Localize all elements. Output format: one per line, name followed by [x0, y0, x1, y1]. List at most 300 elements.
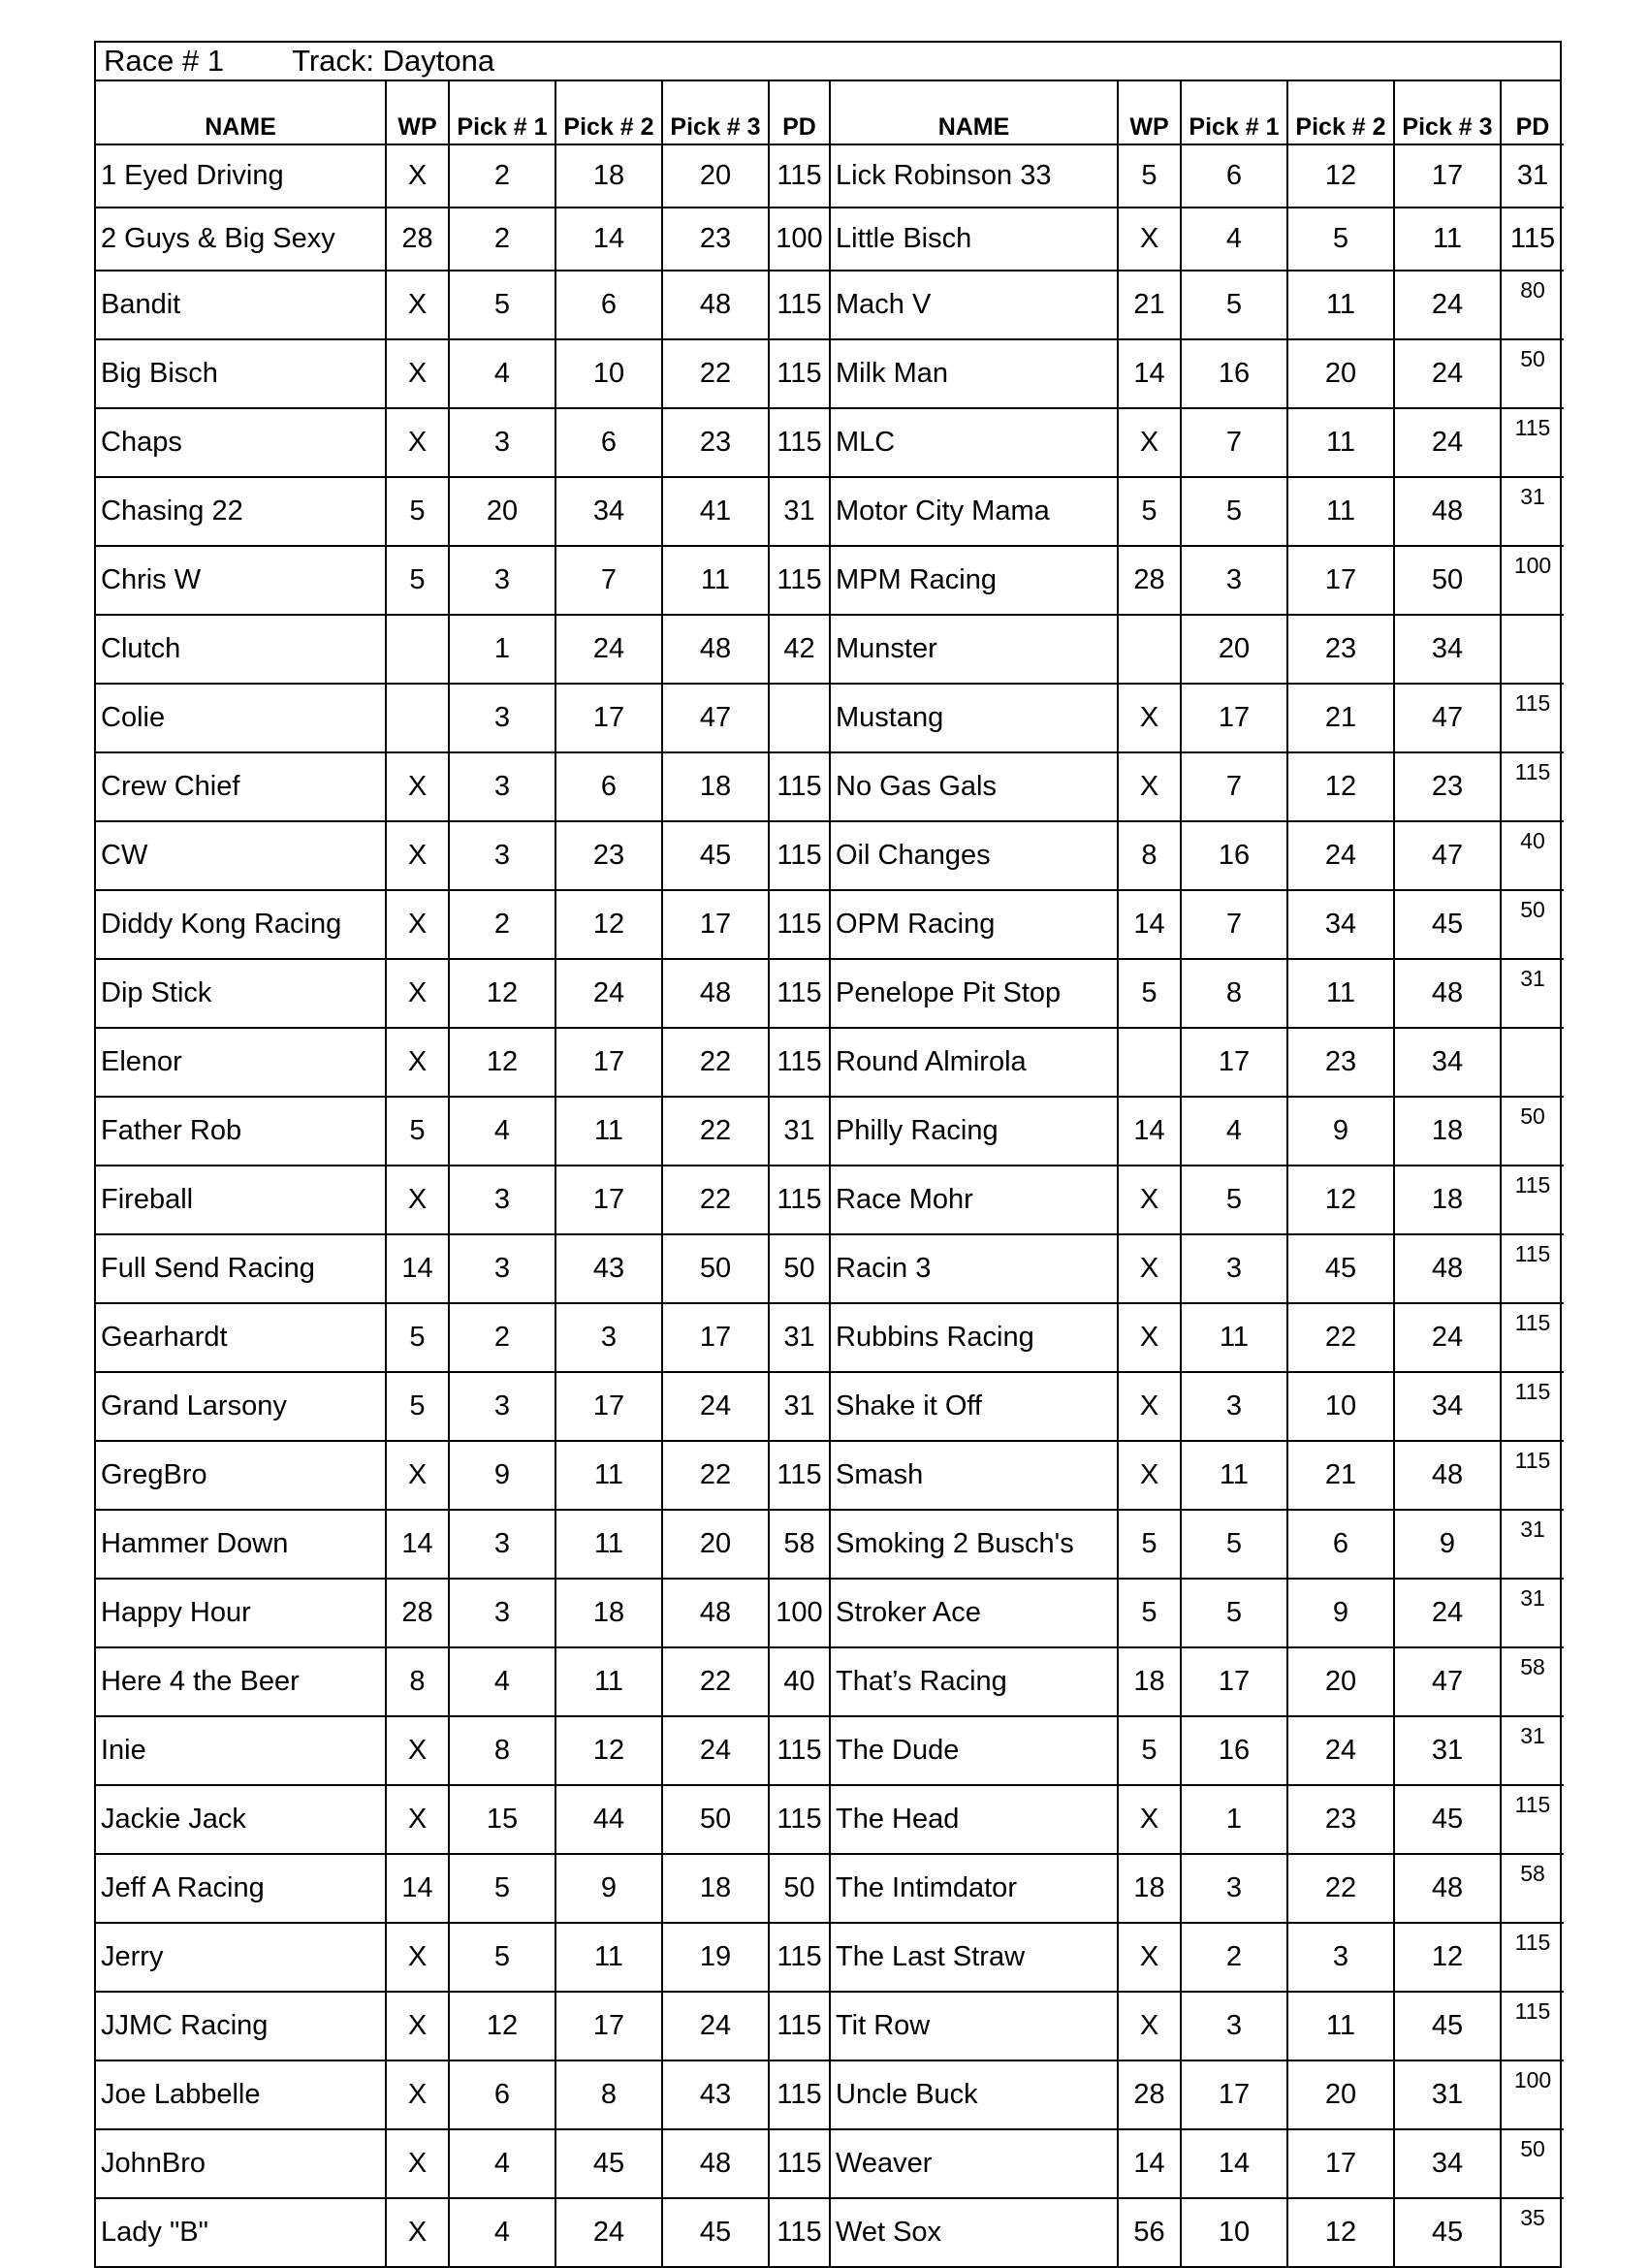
left-name-cell: Jackie Jack [96, 1785, 386, 1854]
left-pick-1-cell: 20 [449, 477, 555, 546]
left-wp-cell: X [386, 959, 449, 1028]
right-pick-1-cell: 8 [1181, 959, 1287, 1028]
left-pd-cell: 115 [769, 890, 830, 959]
left-pick-3-cell: 45 [662, 2198, 769, 2266]
left-pick-3-cell: 41 [662, 477, 769, 546]
left-wp-cell: X [386, 1923, 449, 1992]
left-pick-1-cell: 3 [449, 752, 555, 821]
left-pick-3-cell: 24 [662, 1992, 769, 2060]
left-name-cell: Chasing 22 [96, 477, 386, 546]
table-row [96, 2198, 1564, 2266]
right-pick-2-cell: 20 [1287, 339, 1394, 408]
right-pick-1-cell: 5 [1181, 1166, 1287, 1234]
left-pick-1-cell: 12 [449, 1028, 555, 1097]
left-pick-2-cell: 9 [555, 1854, 662, 1923]
left-pick-1-cell: 5 [449, 271, 555, 339]
left-pick-3-cell: 22 [662, 1441, 769, 1510]
table-row [96, 821, 1564, 890]
right-name-cell: Mach V [830, 271, 1118, 339]
right-wp-cell: X [1118, 1785, 1181, 1854]
right-name-cell: Penelope Pit Stop [830, 959, 1118, 1028]
right-pick-1-cell: 16 [1181, 1716, 1287, 1785]
left-wp-cell: 5 [386, 546, 449, 615]
left-pd-cell: 115 [769, 2198, 830, 2266]
table-row [96, 208, 1564, 271]
right-pick-2-cell: 6 [1287, 1510, 1394, 1579]
left-pick-2-cell: 8 [555, 2060, 662, 2129]
right-pd-cell: 80 [1501, 271, 1564, 339]
right-wp-cell: 5 [1118, 1510, 1181, 1579]
left-pick-3-cell: 20 [662, 144, 769, 208]
left-wp-cell: 5 [386, 1372, 449, 1441]
left-pd-cell: 115 [769, 1716, 830, 1785]
left-wp-cell: X [386, 1028, 449, 1097]
left-pick-2-cell: 17 [555, 1028, 662, 1097]
table-row [96, 477, 1564, 546]
left-pick-1-cell: 6 [449, 2060, 555, 2129]
left-pd-cell: 115 [769, 339, 830, 408]
right-pick-3-cell: 48 [1394, 477, 1501, 546]
left-pd-cell: 100 [769, 208, 830, 271]
left-pick-2-cell: 11 [555, 1510, 662, 1579]
table-row [96, 1234, 1564, 1303]
right-wp-cell: 18 [1118, 1854, 1181, 1923]
right-name-cell: MPM Racing [830, 546, 1118, 615]
left-pick-3-cell: 22 [662, 339, 769, 408]
table-body [96, 144, 1564, 2266]
column-header-right-pick-2: Pick # 2 [1287, 81, 1394, 144]
left-pd-cell [769, 684, 830, 752]
right-pick-3-cell: 48 [1394, 1441, 1501, 1510]
right-name-cell: Round Almirola [830, 1028, 1118, 1097]
right-pd-cell: 115 [1501, 1303, 1564, 1372]
right-pick-1-cell: 3 [1181, 1372, 1287, 1441]
table-row [96, 1854, 1564, 1923]
right-name-cell: The Dude [830, 1716, 1118, 1785]
right-pick-2-cell: 11 [1287, 959, 1394, 1028]
left-pick-1-cell: 2 [449, 890, 555, 959]
sheet-title [96, 43, 1560, 81]
left-pick-1-cell: 9 [449, 1441, 555, 1510]
left-pick-3-cell: 22 [662, 1166, 769, 1234]
table-row [96, 408, 1564, 477]
table-row [96, 1441, 1564, 1510]
left-pick-2-cell: 11 [555, 1647, 662, 1716]
left-pick-1-cell: 4 [449, 2129, 555, 2198]
left-pick-3-cell: 45 [662, 821, 769, 890]
left-pick-2-cell: 44 [555, 1785, 662, 1854]
right-wp-cell: X [1118, 208, 1181, 271]
right-pick-2-cell: 22 [1287, 1854, 1394, 1923]
left-name-cell: 1 Eyed Driving [96, 144, 386, 208]
right-pick-3-cell: 34 [1394, 2129, 1501, 2198]
column-header-left-name: NAME [96, 81, 386, 144]
left-wp-cell: X [386, 821, 449, 890]
left-pick-2-cell: 17 [555, 684, 662, 752]
right-pick-3-cell: 48 [1394, 959, 1501, 1028]
left-pick-1-cell: 2 [449, 208, 555, 271]
right-name-cell: Smoking 2 Busch's [830, 1510, 1118, 1579]
left-name-cell: Jerry [96, 1923, 386, 1992]
track-name: Track: Daytona [292, 44, 495, 78]
left-pick-1-cell: 8 [449, 1716, 555, 1785]
left-pick-3-cell: 23 [662, 208, 769, 271]
left-wp-cell: X [386, 1992, 449, 2060]
left-pd-cell: 100 [769, 1579, 830, 1647]
right-wp-cell: X [1118, 1923, 1181, 1992]
left-pd-cell: 115 [769, 1785, 830, 1854]
table-row [96, 339, 1564, 408]
left-pick-1-cell: 2 [449, 144, 555, 208]
column-header-left-pick-1: Pick # 1 [449, 81, 555, 144]
left-name-cell: JohnBro [96, 2129, 386, 2198]
left-wp-cell: X [386, 890, 449, 959]
left-name-cell: Full Send Racing [96, 1234, 386, 1303]
right-pick-1-cell: 7 [1181, 890, 1287, 959]
left-pick-1-cell: 4 [449, 1647, 555, 1716]
right-pick-3-cell: 34 [1394, 615, 1501, 684]
left-pick-3-cell: 23 [662, 408, 769, 477]
right-name-cell: Philly Racing [830, 1097, 1118, 1166]
right-name-cell: That’s Racing [830, 1647, 1118, 1716]
left-wp-cell: X [386, 1785, 449, 1854]
right-name-cell: Lick Robinson 33 [830, 144, 1118, 208]
right-pick-1-cell: 14 [1181, 2129, 1287, 2198]
left-pick-3-cell: 48 [662, 959, 769, 1028]
right-pick-1-cell: 4 [1181, 208, 1287, 271]
right-name-cell: Mustang [830, 684, 1118, 752]
left-pick-1-cell: 3 [449, 546, 555, 615]
left-name-cell: Joe Labbelle [96, 2060, 386, 2129]
right-pick-1-cell: 5 [1181, 1579, 1287, 1647]
table-row [96, 1372, 1564, 1441]
right-pick-3-cell: 45 [1394, 2198, 1501, 2266]
right-pick-2-cell: 45 [1287, 1234, 1394, 1303]
right-pd-cell: 50 [1501, 339, 1564, 408]
table-row [96, 271, 1564, 339]
right-pick-2-cell: 12 [1287, 1166, 1394, 1234]
column-header-right-wp: WP [1118, 81, 1181, 144]
table-row [96, 144, 1564, 208]
left-pick-2-cell: 24 [555, 615, 662, 684]
left-pick-3-cell: 48 [662, 615, 769, 684]
left-pick-2-cell: 18 [555, 1579, 662, 1647]
right-pd-cell: 31 [1501, 144, 1564, 208]
left-pick-2-cell: 12 [555, 890, 662, 959]
column-header-left-pick-2: Pick # 2 [555, 81, 662, 144]
left-pick-2-cell: 3 [555, 1303, 662, 1372]
left-pick-3-cell: 50 [662, 1234, 769, 1303]
right-pick-3-cell: 47 [1394, 1647, 1501, 1716]
right-pick-3-cell: 24 [1394, 1579, 1501, 1647]
right-pick-3-cell: 11 [1394, 208, 1501, 271]
right-pick-1-cell: 6 [1181, 144, 1287, 208]
right-wp-cell: 28 [1118, 2060, 1181, 2129]
right-pick-3-cell: 45 [1394, 1992, 1501, 2060]
left-pick-3-cell: 48 [662, 2129, 769, 2198]
left-pick-1-cell: 3 [449, 408, 555, 477]
right-pick-2-cell: 11 [1287, 1992, 1394, 2060]
left-pick-2-cell: 24 [555, 959, 662, 1028]
right-pick-3-cell: 47 [1394, 821, 1501, 890]
left-pick-1-cell: 3 [449, 1510, 555, 1579]
left-pick-2-cell: 17 [555, 1166, 662, 1234]
left-pick-2-cell: 10 [555, 339, 662, 408]
race-sheet [94, 41, 1562, 2268]
left-pick-3-cell: 11 [662, 546, 769, 615]
right-pick-2-cell: 11 [1287, 271, 1394, 339]
left-pick-1-cell: 2 [449, 1303, 555, 1372]
left-pick-1-cell: 3 [449, 684, 555, 752]
right-pd-cell: 115 [1501, 1234, 1564, 1303]
left-name-cell: Grand Larsony [96, 1372, 386, 1441]
left-pick-3-cell: 24 [662, 1372, 769, 1441]
right-pick-2-cell: 12 [1287, 752, 1394, 821]
right-pick-1-cell: 3 [1181, 546, 1287, 615]
left-wp-cell: X [386, 271, 449, 339]
right-pick-2-cell: 11 [1287, 477, 1394, 546]
left-pick-3-cell: 22 [662, 1647, 769, 1716]
right-pd-cell: 50 [1501, 2129, 1564, 2198]
left-name-cell: Father Rob [96, 1097, 386, 1166]
left-pick-1-cell: 12 [449, 1992, 555, 2060]
right-pick-3-cell: 34 [1394, 1028, 1501, 1097]
left-pd-cell: 115 [769, 1028, 830, 1097]
left-pd-cell: 50 [769, 1234, 830, 1303]
right-name-cell: The Intimdator [830, 1854, 1118, 1923]
left-pd-cell: 31 [769, 1372, 830, 1441]
right-pick-3-cell: 24 [1394, 339, 1501, 408]
right-name-cell: The Last Straw [830, 1923, 1118, 1992]
left-pick-2-cell: 17 [555, 1372, 662, 1441]
left-pick-2-cell: 6 [555, 752, 662, 821]
column-header-left-pd: PD [769, 81, 830, 144]
right-name-cell: Shake it Off [830, 1372, 1118, 1441]
left-name-cell: Elenor [96, 1028, 386, 1097]
left-pd-cell: 115 [769, 408, 830, 477]
left-name-cell: 2 Guys & Big Sexy [96, 208, 386, 271]
right-pick-3-cell: 18 [1394, 1166, 1501, 1234]
right-name-cell: Stroker Ace [830, 1579, 1118, 1647]
left-pd-cell: 115 [769, 1166, 830, 1234]
table-row [96, 1579, 1564, 1647]
right-pick-3-cell: 48 [1394, 1854, 1501, 1923]
right-pick-1-cell: 5 [1181, 271, 1287, 339]
picks-table [96, 81, 1564, 2266]
left-pick-2-cell: 18 [555, 144, 662, 208]
left-pd-cell: 31 [769, 477, 830, 546]
left-pick-3-cell: 22 [662, 1028, 769, 1097]
right-pd-cell: 50 [1501, 890, 1564, 959]
right-wp-cell: 14 [1118, 890, 1181, 959]
left-name-cell: Hammer Down [96, 1510, 386, 1579]
left-wp-cell: 5 [386, 477, 449, 546]
left-pd-cell: 115 [769, 2060, 830, 2129]
right-pick-3-cell: 12 [1394, 1923, 1501, 1992]
right-wp-cell [1118, 615, 1181, 684]
right-pick-2-cell: 12 [1287, 2198, 1394, 2266]
column-header-left-pick-3: Pick # 3 [662, 81, 769, 144]
right-pick-1-cell: 3 [1181, 1854, 1287, 1923]
right-pick-1-cell: 17 [1181, 2060, 1287, 2129]
table-row [96, 1785, 1564, 1854]
right-pick-2-cell: 10 [1287, 1372, 1394, 1441]
left-pick-3-cell: 22 [662, 1097, 769, 1166]
left-pick-1-cell: 4 [449, 339, 555, 408]
table-row [96, 2060, 1564, 2129]
table-row [96, 546, 1564, 615]
right-pick-3-cell: 31 [1394, 1716, 1501, 1785]
right-pd-cell: 31 [1501, 1716, 1564, 1785]
left-wp-cell: X [386, 339, 449, 408]
right-name-cell: The Head [830, 1785, 1118, 1854]
right-pd-cell: 115 [1501, 1785, 1564, 1854]
right-pick-1-cell: 10 [1181, 2198, 1287, 2266]
table-row [96, 1166, 1564, 1234]
right-name-cell: MLC [830, 408, 1118, 477]
left-pick-1-cell: 4 [449, 1097, 555, 1166]
right-pd-cell: 115 [1501, 752, 1564, 821]
right-wp-cell: 56 [1118, 2198, 1181, 2266]
left-pick-2-cell: 14 [555, 208, 662, 271]
right-pd-cell: 115 [1501, 1992, 1564, 2060]
left-pick-1-cell: 3 [449, 1579, 555, 1647]
right-wp-cell: 14 [1118, 2129, 1181, 2198]
left-pick-1-cell: 4 [449, 2198, 555, 2266]
right-pick-2-cell: 5 [1287, 208, 1394, 271]
right-pick-3-cell: 31 [1394, 2060, 1501, 2129]
table-row [96, 1510, 1564, 1579]
right-wp-cell: X [1118, 1372, 1181, 1441]
left-wp-cell: X [386, 1166, 449, 1234]
right-name-cell: Uncle Buck [830, 2060, 1118, 2129]
left-name-cell: Dip Stick [96, 959, 386, 1028]
left-name-cell: Diddy Kong Racing [96, 890, 386, 959]
left-name-cell: Jeff A Racing [96, 1854, 386, 1923]
left-wp-cell: 5 [386, 1097, 449, 1166]
right-pick-2-cell: 21 [1287, 684, 1394, 752]
left-pd-cell: 115 [769, 546, 830, 615]
right-pick-1-cell: 3 [1181, 1992, 1287, 2060]
right-pd-cell: 58 [1501, 1647, 1564, 1716]
right-pick-3-cell: 45 [1394, 1785, 1501, 1854]
left-pick-2-cell: 43 [555, 1234, 662, 1303]
right-pick-1-cell: 17 [1181, 1028, 1287, 1097]
right-pick-3-cell: 24 [1394, 271, 1501, 339]
right-pick-1-cell: 4 [1181, 1097, 1287, 1166]
right-pd-cell: 115 [1501, 1372, 1564, 1441]
left-wp-cell: X [386, 144, 449, 208]
right-pd-cell: 115 [1501, 408, 1564, 477]
right-wp-cell [1118, 1028, 1181, 1097]
right-name-cell: Tit Row [830, 1992, 1118, 2060]
table-row [96, 615, 1564, 684]
left-pick-2-cell: 34 [555, 477, 662, 546]
right-pick-2-cell: 20 [1287, 1647, 1394, 1716]
right-wp-cell: X [1118, 408, 1181, 477]
left-wp-cell: X [386, 2129, 449, 2198]
right-pick-3-cell: 48 [1394, 1234, 1501, 1303]
right-pick-3-cell: 23 [1394, 752, 1501, 821]
left-name-cell: Inie [96, 1716, 386, 1785]
left-wp-cell: 8 [386, 1647, 449, 1716]
right-pick-1-cell: 7 [1181, 752, 1287, 821]
right-pick-2-cell: 23 [1287, 1785, 1394, 1854]
right-name-cell: Little Bisch [830, 208, 1118, 271]
right-pick-3-cell: 18 [1394, 1097, 1501, 1166]
left-wp-cell: X [386, 1716, 449, 1785]
table-row [96, 1303, 1564, 1372]
right-pick-3-cell: 24 [1394, 408, 1501, 477]
left-pd-cell: 31 [769, 1303, 830, 1372]
left-name-cell: Happy Hour [96, 1579, 386, 1647]
left-pick-2-cell: 6 [555, 271, 662, 339]
column-header-right-pick-1: Pick # 1 [1181, 81, 1287, 144]
left-pick-1-cell: 1 [449, 615, 555, 684]
right-pd-cell [1501, 1028, 1564, 1097]
left-pick-1-cell: 5 [449, 1854, 555, 1923]
left-wp-cell: 5 [386, 1303, 449, 1372]
right-pick-2-cell: 20 [1287, 2060, 1394, 2129]
right-wp-cell: X [1118, 684, 1181, 752]
left-wp-cell: 28 [386, 208, 449, 271]
left-name-cell: Gearhardt [96, 1303, 386, 1372]
table-row [96, 752, 1564, 821]
left-wp-cell: X [386, 408, 449, 477]
left-pd-cell: 31 [769, 1097, 830, 1166]
left-pick-1-cell: 3 [449, 821, 555, 890]
right-name-cell: OPM Racing [830, 890, 1118, 959]
right-pick-2-cell: 23 [1287, 615, 1394, 684]
left-wp-cell: X [386, 2198, 449, 2266]
right-pd-cell: 31 [1501, 477, 1564, 546]
right-wp-cell: 18 [1118, 1647, 1181, 1716]
left-pd-cell: 115 [769, 1992, 830, 2060]
left-pd-cell: 42 [769, 615, 830, 684]
column-header-right-name: NAME [830, 81, 1118, 144]
right-pd-cell: 31 [1501, 959, 1564, 1028]
left-pd-cell: 115 [769, 959, 830, 1028]
left-pick-2-cell: 17 [555, 1992, 662, 2060]
right-name-cell: Munster [830, 615, 1118, 684]
right-name-cell: Race Mohr [830, 1166, 1118, 1234]
left-pd-cell: 115 [769, 2129, 830, 2198]
left-pick-3-cell: 18 [662, 1854, 769, 1923]
right-pick-2-cell: 9 [1287, 1579, 1394, 1647]
right-pick-1-cell: 17 [1181, 684, 1287, 752]
left-pd-cell: 50 [769, 1854, 830, 1923]
left-wp-cell: 14 [386, 1854, 449, 1923]
table-row [96, 1647, 1564, 1716]
header-row [96, 81, 1564, 144]
left-name-cell: Fireball [96, 1166, 386, 1234]
race-number: Race # 1 [104, 44, 225, 78]
left-pick-3-cell: 20 [662, 1510, 769, 1579]
left-pick-1-cell: 15 [449, 1785, 555, 1854]
right-pick-1-cell: 16 [1181, 821, 1287, 890]
table-row [96, 684, 1564, 752]
left-wp-cell [386, 684, 449, 752]
right-pick-1-cell: 16 [1181, 339, 1287, 408]
left-pd-cell: 115 [769, 752, 830, 821]
left-pd-cell: 40 [769, 1647, 830, 1716]
right-pick-2-cell: 17 [1287, 546, 1394, 615]
left-pick-3-cell: 48 [662, 1579, 769, 1647]
right-wp-cell: 28 [1118, 546, 1181, 615]
right-name-cell: Wet Sox [830, 2198, 1118, 2266]
right-pick-1-cell: 1 [1181, 1785, 1287, 1854]
column-header-left-wp: WP [386, 81, 449, 144]
